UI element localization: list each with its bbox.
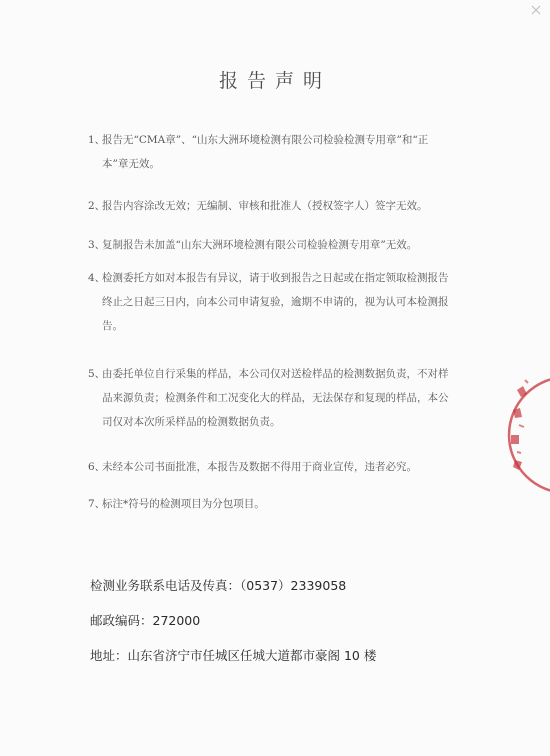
clause-text: 告。: [102, 320, 123, 332]
clause-text: 本”章无效。: [102, 158, 160, 170]
contact-address: 地址：山东省济宁市任城区任城大道都市豪阁 10 楼: [90, 648, 377, 663]
corner-mark: [530, 4, 542, 16]
clause-text: 检测委托方如对本报告有异议，请于收到报告之日起或在指定领取检测报告: [102, 272, 449, 284]
clause-number: 3、: [88, 239, 106, 251]
clause-2: [88, 194, 460, 218]
clause-number: 7、: [88, 498, 106, 510]
clause-1: [88, 128, 460, 176]
seal-stamp-partial: [505, 360, 550, 510]
clause-text: 报告无“CMA章”、“山东大洲环境检测有限公司检验检测专用章”和“正: [102, 134, 429, 146]
clause-text: 司仅对本次所采样品的检测数据负责。: [102, 416, 281, 428]
clause-text: 终止之日起三日内，向本公司申请复验，逾期不申请的，视为认可本检测报: [102, 296, 449, 308]
contact-postcode: 邮政编码：272000: [90, 613, 201, 628]
clause-text: 由委托单位自行采集的样品，本公司仅对送检样品的检测数据负责，不对样: [102, 368, 449, 380]
clause-text: 报告内容涂改无效；无编制、审核和批准人（授权签字人）签字无效。: [102, 200, 428, 212]
clause-number: 1、: [88, 134, 106, 146]
clause-7: [88, 492, 460, 516]
clause-6: [88, 455, 460, 479]
clause-number: 2、: [88, 200, 106, 212]
clause-number: 4、: [88, 272, 106, 284]
contact-phone: 检测业务联系电话及传真：（0537）2339058: [90, 578, 347, 593]
clause-3: [88, 233, 460, 257]
clause-number: 6、: [88, 461, 106, 473]
clause-5: [88, 362, 460, 434]
clause-4: [88, 266, 460, 338]
clause-text: 品来源负责；检测条件和工况变化大的样品，无法保存和复现的样品，本公: [102, 392, 449, 404]
clause-text: 未经本公司书面批准，本报告及数据不得用于商业宣传，违者必究。: [102, 461, 417, 473]
clause-text: 复制报告未加盖“山东大洲环境检测有限公司检验检测专用章”无效。: [102, 239, 418, 251]
clause-number: 5、: [88, 368, 106, 380]
clause-text: 标注*符号的检测项目为分包项目。: [102, 498, 265, 510]
page-title: 报告声明: [218, 70, 331, 92]
